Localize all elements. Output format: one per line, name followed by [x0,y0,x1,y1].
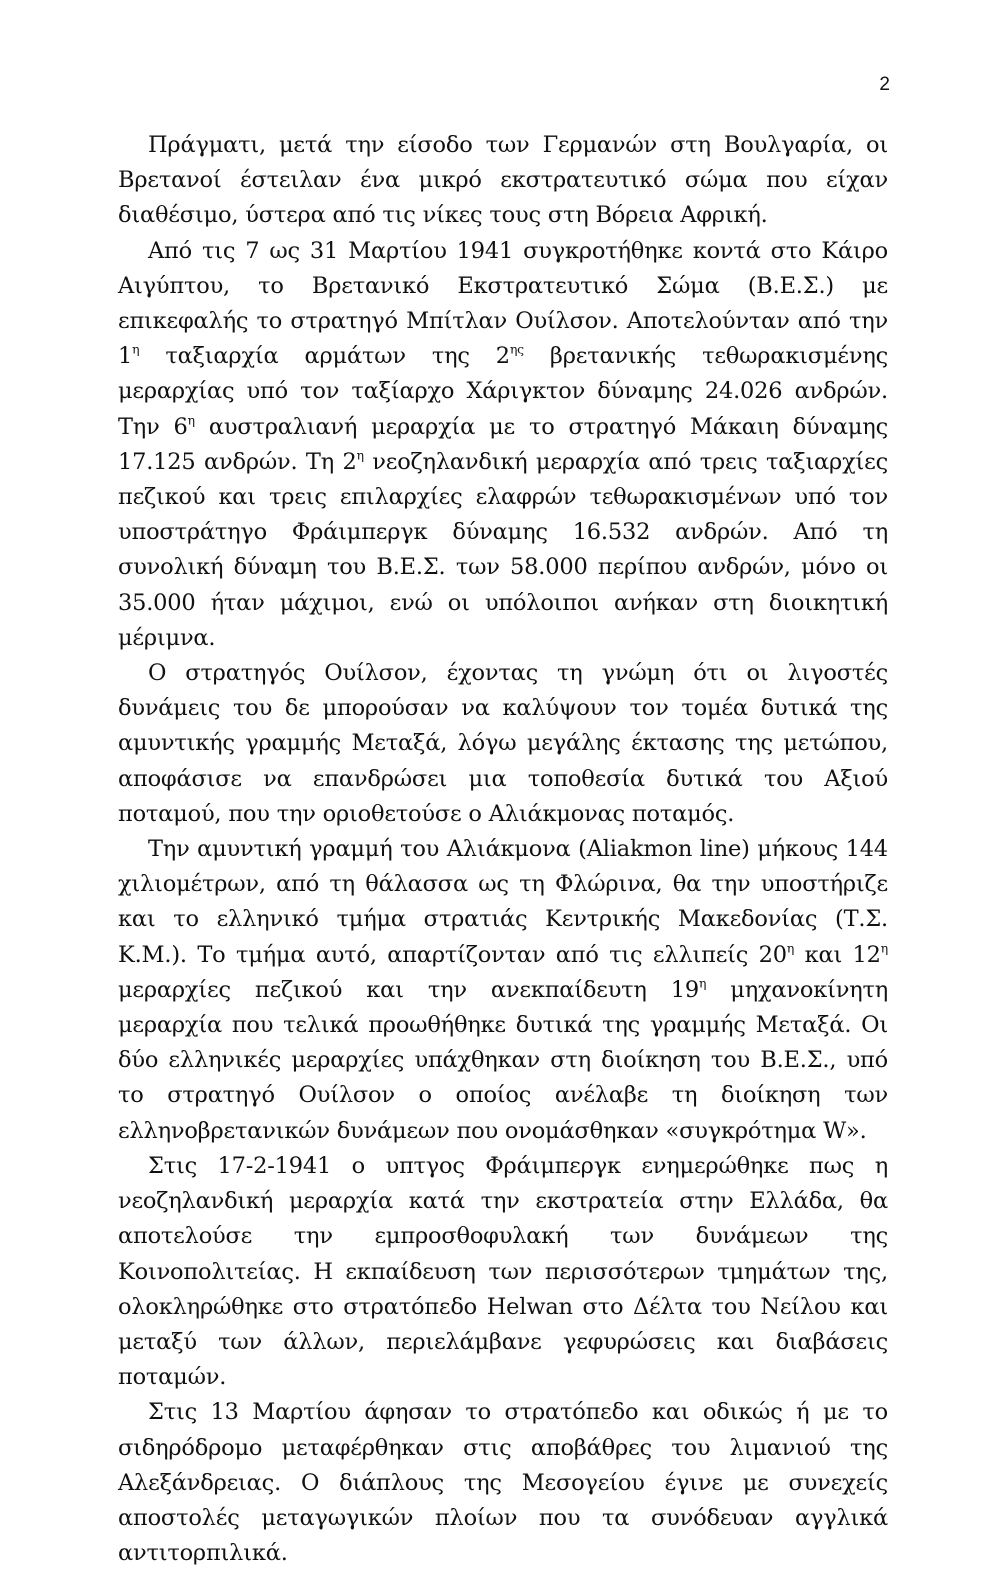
paragraph [118,832,888,1149]
text-run: Την αμυντική γραμμή του Αλιάκμονα (Aliakmon line) μήκους 144 χιλιομέτρων, από τη θάλασσα ως τη Φλώρινα, θα την υποστήριζε και το ελληνικό τμήμα στρατιάς Κεντρικής Μακεδονίας (Τ.Σ. Κ.Μ.). Το τμήμα αυτό, απαρτίζονταν από τις ελλιπείς 20 [118,836,888,968]
ordinal-superscript: η [880,941,888,956]
text-run: Από τις 7 ως 31 Μαρτίου 1941 συγκροτήθηκε κοντά στο Κάιρο Αιγύπτου, το Βρετανικό Εκστρατευτικό Σώμα (Β.Ε.Σ.) με επικεφαλής το στρατηγό Μπίτλαν Ουίλσον. Αποτελούνταν από την 1 [118,237,888,370]
text-run: Πράγματι, μετά την είσοδο των Γερμανών στη Βουλγαρία, οι Βρετανοί έστειλαν ένα μικρό εκστρατευτικό σώμα που είχαν διαθέσιμο, ύστερα από τις νίκες τους στη Βόρεια Αφρική. [118,132,888,229]
body-text [118,128,888,1571]
ordinal-superscript: η [187,413,195,428]
ordinal-superscript: η [356,448,364,463]
text-run: βρετανικής τεθωρακισμένης μεραρχίας υπό τον ταξίαρχο Χάριγκτον δύναμης 24.026 ανδρών. Την 6 [118,343,889,440]
text-run: ταξιαρχία αρμάτων της 2 [139,343,510,370]
ordinal-superscript: η [699,976,707,991]
text-run: μεραρχίες πεζικού και την ανεκπαίδευτη 19 [118,976,699,1003]
ordinal-superscript: ης [509,342,524,357]
paragraph [118,234,888,656]
text-run: μηχανοκίνητη μεραρχία που τελικά προωθήθηκε δυτικά της γραμμής Μεταξά. Οι δύο ελληνικές μεραρχίες υπάχθηκαν στη διοίκηση του Β.Ε.Σ., υπό το στρατηγό Ουίλσον ο οποίος ανέλαβε τη διοίκηση των ελληνοβρετανικών δυνάμεων που ονομάσθηκαν «συγκρότημα W». [118,976,889,1144]
text-run: Ο στρατηγός Ουίλσον, έχοντας τη γνώμη ότι οι λιγοστές δυνάμεις του δε μπορούσαν να καλύψουν τον τομέα δυτικά της αμυντικής γραμμής Μεταξά, λόγω μεγάλης έκτασης της μετώπου, αποφάσισε να επανδρώσει μια τοποθεσία δυτικά του Αξιού ποταμού, που την οριοθετούσε ο Αλιάκμονας ποταμός. [118,660,888,827]
paragraph [118,1149,888,1395]
text-run: νεοζηλανδική μεραρχία από τρεις ταξιαρχίες πεζικού και τρεις επιλαρχίες ελαφρών τεθωρακισμένων υπό τον υποστράτηγο Φράιμπεργκ δύναμης 16.532 ανδρών. Από τη συνολική δύναμη του Β.Ε.Σ. των 58.000 περίπου ανδρών, μόνο οι 35.000 ήταν μάχιμοι, ενώ οι υπόλοιποι ανήκαν στη διοικητική μέριμνα. [118,448,888,651]
text-run: και 12 [794,941,881,968]
paragraph [118,1395,888,1571]
ordinal-superscript: η [786,941,795,956]
text-run: Στις 13 Μαρτίου άφησαν το στρατόπεδο και οδικώς ή με το σιδηρόδρομο μεταφέρθηκαν στις αποβάθρες του λιμανιού της Αλεξάνδρειας. Ο διάπλους της Μεσογείου έγινε με συνεχείς αποστολές μεταγωγικών πλοίων που τα συνόδευαν αγγλικά αντιτορπιλικά. [118,1399,888,1567]
ordinal-superscript: η [132,342,140,357]
paragraph [118,656,888,832]
paragraph [118,128,888,234]
text-run: αυστραλιανή μεραρχία με το στρατηγό Μάκαιη δύναμης 17.125 ανδρών. Τη 2 [118,413,888,475]
page-number: 2 [879,74,890,95]
text-run: Στις 17-2-1941 ο υπτγος Φράιμπεργκ ενημερώθηκε πως η νεοζηλανδική μεραρχία κατά την εκστρατεία στην Ελλάδα, θα αποτελούσε την εμπροσθοφυλακή των δυνάμεων της Κοινοπολιτείας. Η εκπαίδευση των περισσότερων τμημάτων της, ολοκληρώθηκε στο στρατόπεδο Helwan στο Δέλτα του Νείλου και μεταξύ των άλλων, περιελάμβανε γεφυρώσεις και διαβάσεις ποταμών. [118,1152,888,1391]
